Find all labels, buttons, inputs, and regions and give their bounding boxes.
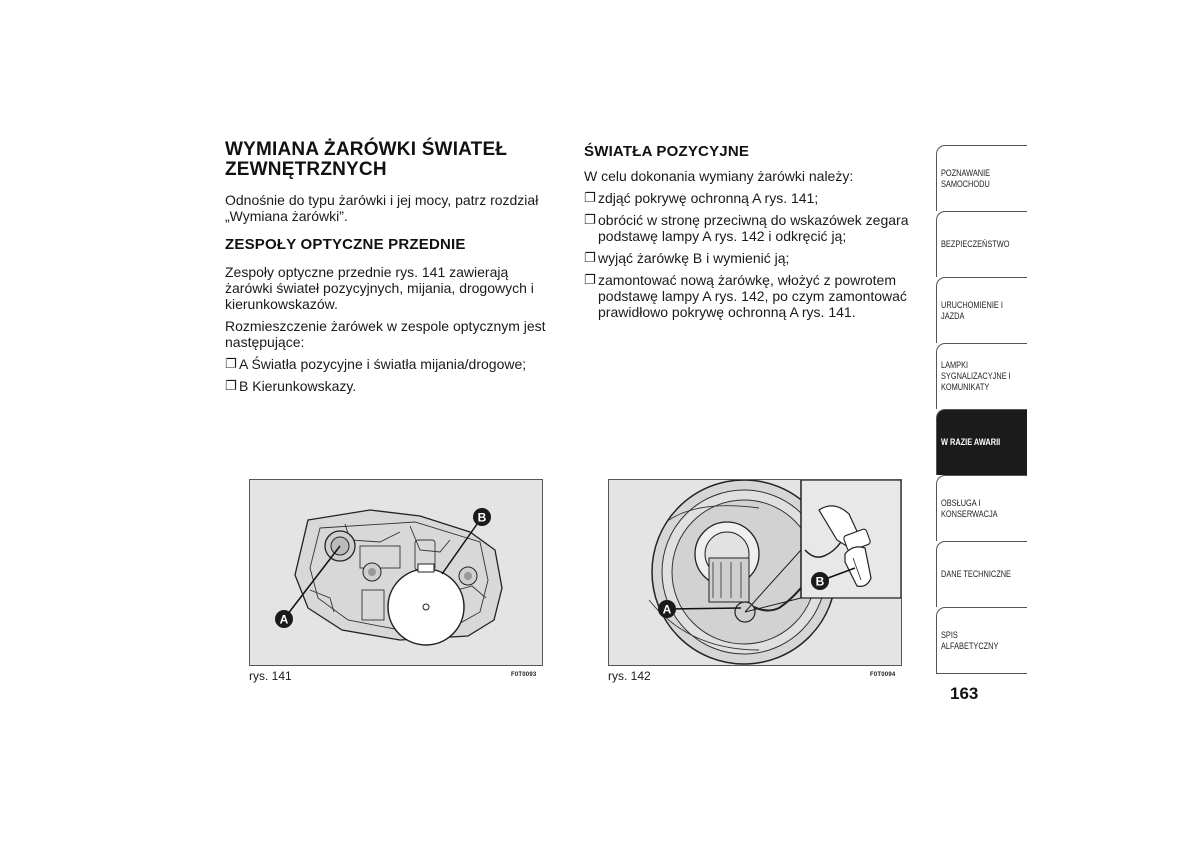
checkbox-bullet-icon: ❐ [584,212,596,227]
tab-lampki-sygnalizacyjne[interactable]: LAMPKI SYGNALIZACYJNE I KOMUNIKATY [936,343,1027,409]
checkbox-bullet-icon: ❐ [584,190,596,205]
right-column [584,140,924,326]
checkbox-bullet-icon: ❐ [584,250,596,265]
checkbox-bullet-icon: ❐ [225,356,237,371]
tab-dane-techniczne[interactable]: DANE TECHNICZNE [936,541,1027,607]
bulb-list [225,356,555,394]
section-title-position-lights: ŚWIATŁA POZYCYJNE [584,143,750,160]
tabs-divider [936,673,1027,674]
left-column [225,140,555,400]
steps-list [584,190,924,320]
list-item: ❐ zamontować nową żarówkę, włożyć z powrotem podstawę lampy A rys. 142, po czym zamontować prawidłowo pokrywę ochronną A rys. 141. [584,272,907,320]
list-item: ❐ wyjąć żarówkę B i wymienić ją; [584,250,790,266]
figure-141-code: F0T0093 [511,672,537,678]
list-item: ❐ B Kierunkowskazy. [225,378,357,394]
instructions-intro: W celu dokonania wymiany żarówki należy: [584,168,854,184]
figure-142-caption: rys. 142 [608,669,651,683]
tab-poznawanie-samochodu[interactable]: POZNAWANIE SAMOCHODU [936,145,1027,211]
list-item: ❐ zdjąć pokrywę ochronną A rys. 141; [584,190,819,206]
list-item: ❐ obrócić w stronę przeciwną do wskazówek zegara podstawę lampy A rys. 142 i odkręcić ją; [584,212,909,244]
page-number: 163 [950,684,979,703]
intro-paragraph: Odnośnie do typu żarówki i jej mocy, patrz rozdział „Wymiana żarówki”. [225,192,539,224]
callout-label-b: B [477,510,487,525]
figure-142-code: F0T0094 [870,672,896,678]
checkbox-bullet-icon: ❐ [225,378,237,393]
tab-spis-alfabetyczny[interactable]: SPIS ALFABETYCZNY [936,607,1027,673]
figure-142-bulb-socket-illustration [608,479,902,666]
callout-label-a: A [662,602,672,617]
chapter-tabs [936,145,1027,674]
tab-obsluga-i-konserwacja[interactable]: OBSŁUGA I KONSERWACJA [936,475,1027,541]
page-title: WYMIANA ŻARÓWKI ŚWIATEŁ ZEWNĘTRZNYCH [225,139,508,180]
tab-uruchomienie-i-jazda[interactable]: URUCHOMIENIE I JAZDA [936,277,1027,343]
tab-w-razie-awarii[interactable]: W RAZIE AWARII [936,409,1027,475]
paragraph-bulb-layout: Rozmieszczenie żarówek w zespole optycznym jest następujące: [225,318,546,350]
tab-bezpieczenstwo[interactable]: BEZPIECZEŃSTWO [936,211,1027,277]
list-item: ❐ A Światła pozycyjne i światła mijania/drogowe; [225,356,527,372]
callout-label-b: B [815,574,825,589]
figure-141-headlamp-illustration [249,479,543,666]
paragraph-lamps-content: Zespoły optyczne przednie rys. 141 zawierają żarówki świateł pozycyjnych, mijania, drogowych i kierunkowskazów. [225,264,534,312]
callout-label-a: A [279,612,289,627]
checkbox-bullet-icon: ❐ [584,272,596,287]
figure-141-caption: rys. 141 [249,669,292,683]
section-title-front-lamps: ZESPOŁY OPTYCZNE PRZEDNIE [225,236,466,253]
